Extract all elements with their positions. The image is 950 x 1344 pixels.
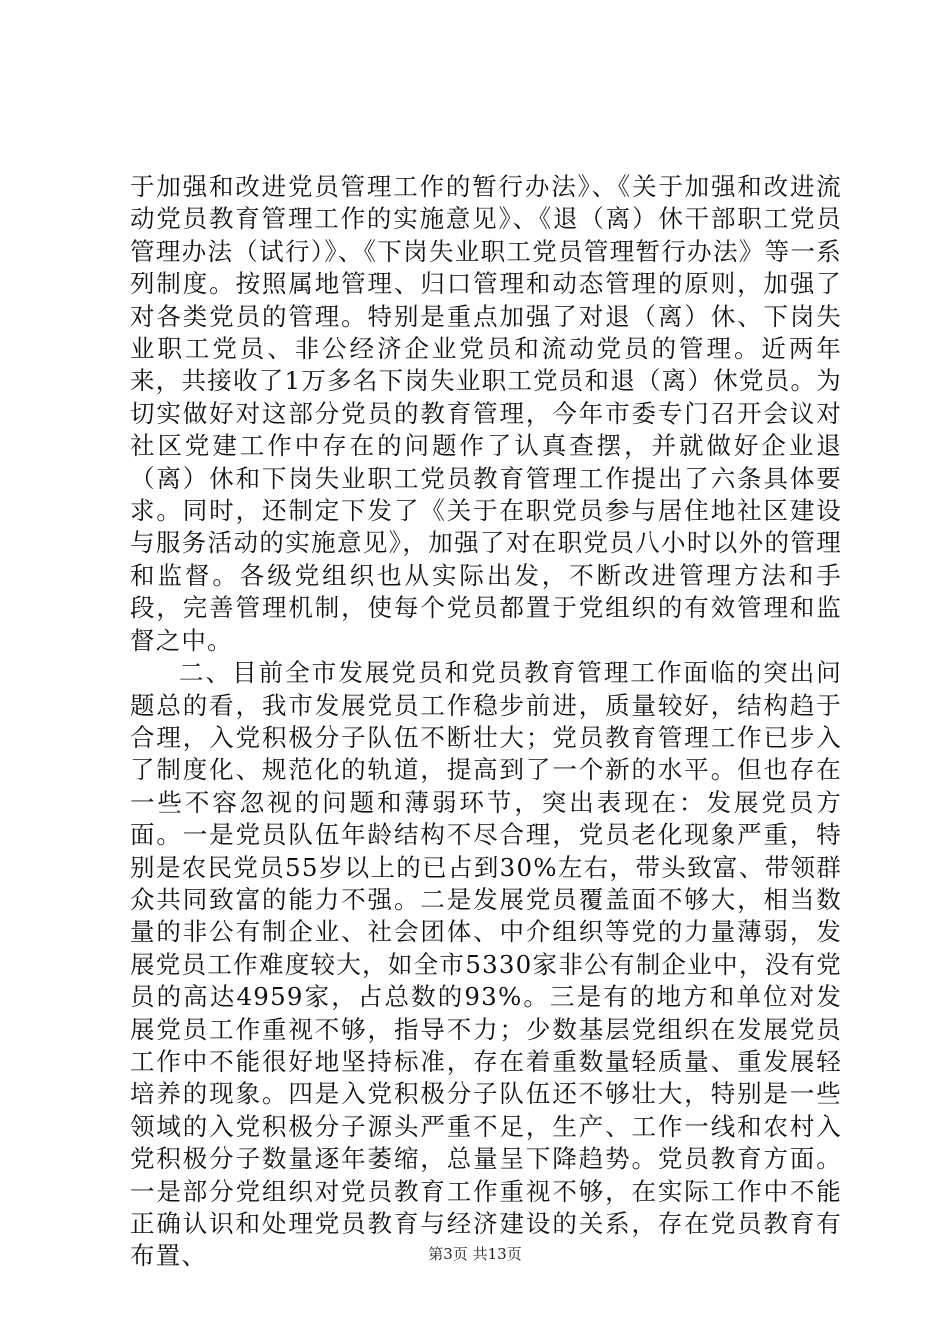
paragraph-continued: 于加强和改进党员管理工作的暂行办法》、《关于加强和改进流动党员教育管理工作的实施意见》、《退（离）休干部职工党员管理办法（试行）》、《下岗失业职工党员管理暂行办法》等一系列制度。按照属地管理、归口管理和动态管理的原则，加强了对各类党员的管理。特别是重点加强了对退（离）休、下岗失业职工党员、非公经济企业党员和流动党员的管理。近两年来，共接收了1万多名下岗失业职工党员和退（离）休党员。为切实做好对这部分党员的教育管理，今年市委专门召开会议对社区党建工作中存在的问题作了认真查摆，并就做好企业退（离）休和下岗失业职工党员教育管理工作提出了六条具体要求。同时，还制定下发了《关于在职党员参与居住地社区建设与服务活动的实施意见》，加强了对在职党员八小时以外的管理和监督。各级党组织也从实际出发，不断改进管理方法和手段，完善管理机制，使每个党员都置于党组织的有效管理和监督之中。: [130, 172, 842, 655]
paragraph-section-two: 二、目前全市发展党员和党员教育管理工作面临的突出问题总的看，我市发展党员工作稳步前进，质量较好，结构趋于合理，入党积极分子队伍不断壮大；党员教育管理工作已步入了制度化、规范化的轨道，提高到了一个新的水平。但也存在一些不容忽视的问题和薄弱环节，突出表现在：发展党员方面。一是党员队伍年龄结构不尽合理，党员老化现象严重，特别是农民党员55岁以上的已占到30%左右，带头致富、带领群众共同致富的能力不强。二是发展党员覆盖面不够大，相当数量的非公有制企业、社会团体、中介组织等党的力量薄弱，发展党员工作难度较大，如全市5330家非公有制企业中，没有党员的高达4959家，占总数的93%。三是有的地方和单位对发展党员工作重视不够，指导不力；少数基层党组织在发展党员工作中不能很好地坚持标准，存在着重数量轻质量、重发展轻培养的现象。四是入党积极分子队伍还不够壮大，特别是一些领域的入党积极分子源头严重不足，生产、工作一线和农村入党积极分子数量逐年萎缩，总量呈下降趋势。党员教育方面。一是部分党组织对党员教育工作重视不够，在实际工作中不能正确认识和处理党员教育与经济建设的关系，存在党员教育有布置、: [130, 658, 842, 1271]
page-footer: 第3页 共13页: [428, 1245, 522, 1263]
document-body: [130, 171, 842, 1273]
